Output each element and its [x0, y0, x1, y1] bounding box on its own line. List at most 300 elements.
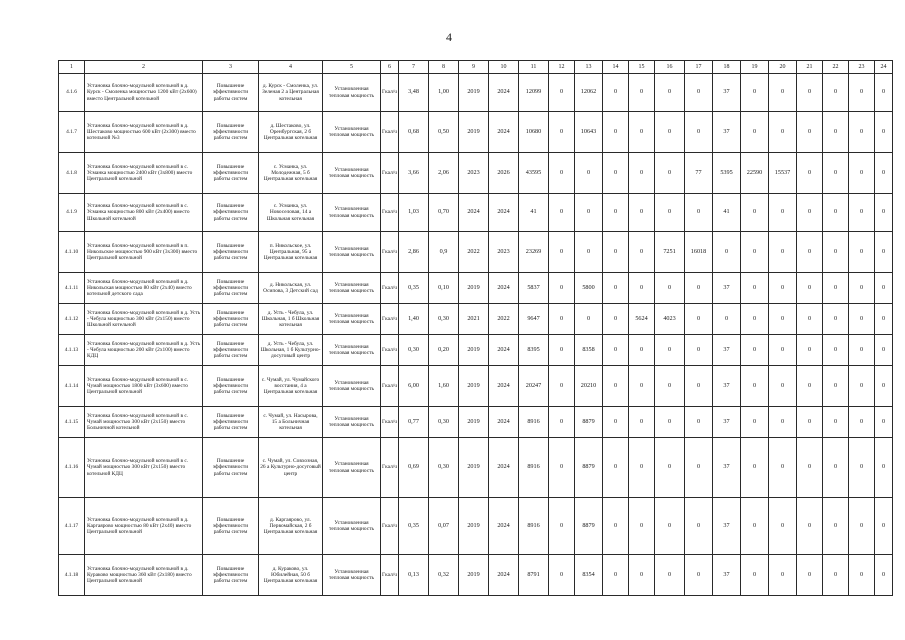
value-col-24: 0: [875, 273, 893, 304]
measure-purpose: Повышение эффективности работы систем: [203, 304, 259, 335]
value-col-8: 0,30: [429, 407, 459, 438]
unit: Гкал/ч: [381, 273, 399, 304]
value-col-24: 0: [875, 438, 893, 498]
object-location: д. Курск - Смоленка, ул. Зеленая 2 а Центральная котельная: [259, 74, 323, 112]
value-col-7: 3,48: [399, 74, 429, 112]
parameter-name: Установленная тепловая мощность: [323, 153, 381, 194]
measure-purpose: Повышение эффективности работы систем: [203, 438, 259, 498]
value-col-16: 4023: [655, 304, 685, 335]
value-col-17: 0: [685, 366, 713, 407]
value-col-20: 0: [769, 407, 797, 438]
column-header: 16: [655, 61, 685, 74]
value-col-24: 0: [875, 194, 893, 232]
column-header: 9: [459, 61, 489, 74]
value-col-15: 0: [629, 232, 655, 273]
row-number: 4.1.9: [59, 194, 85, 232]
measure-description: Установка блочно-модульной котельной в с. Чумай мощностью 300 кВт (2х150) вместо котельной КДЦ: [85, 438, 203, 498]
value-col-22: 0: [823, 153, 849, 194]
table-row: [59, 366, 893, 407]
value-col-9: 2019: [459, 335, 489, 366]
measure-description: Установка блочно-модульной котельной в с. Усманка мощностью 2400 кВт (3х800) вместо Центральной котельной: [85, 153, 203, 194]
value-col-11: 5837: [519, 273, 549, 304]
measure-description: Установка блочно-модульной котельной в д. Никольская мощностью 80 кВт (2х40) вместо котельной детского сада: [85, 273, 203, 304]
value-col-21: 0: [797, 153, 823, 194]
measure-purpose: Повышение эффективности работы систем: [203, 407, 259, 438]
column-header: 1: [59, 61, 85, 74]
value-col-23: 0: [849, 112, 875, 153]
value-col-23: 0: [849, 304, 875, 335]
object-location: с. Чумай, ул. Чумайского восстания, 4 а Центральная котельная: [259, 366, 323, 407]
value-col-9: 2019: [459, 74, 489, 112]
value-col-10: 2026: [489, 153, 519, 194]
object-location: д. Усть - Чебула, ул. Школьная, 1 б Культурно-досуговый центр: [259, 335, 323, 366]
row-number: 4.1.13: [59, 335, 85, 366]
value-col-18: 37: [713, 112, 741, 153]
value-col-8: 0,10: [429, 273, 459, 304]
value-col-17: 0: [685, 335, 713, 366]
value-col-14: 0: [603, 232, 629, 273]
value-col-21: 0: [797, 498, 823, 555]
table-row: [59, 112, 893, 153]
column-header: 22: [823, 61, 849, 74]
value-col-7: 0,77: [399, 407, 429, 438]
parameter-name: Установленная тепловая мощность: [323, 407, 381, 438]
measure-purpose: Повышение эффективности работы систем: [203, 112, 259, 153]
measure-purpose: Повышение эффективности работы систем: [203, 153, 259, 194]
value-col-21: 0: [797, 366, 823, 407]
value-col-20: 0: [769, 74, 797, 112]
value-col-17: 0: [685, 498, 713, 555]
value-col-9: 2021: [459, 304, 489, 335]
parameter-name: Установленная тепловая мощность: [323, 366, 381, 407]
value-col-18: 5395: [713, 153, 741, 194]
value-col-14: 0: [603, 335, 629, 366]
value-col-9: 2019: [459, 407, 489, 438]
value-col-13: 0: [575, 194, 603, 232]
value-col-9: 2022: [459, 232, 489, 273]
value-col-20: 0: [769, 555, 797, 596]
parameter-name: Установленная тепловая мощность: [323, 438, 381, 498]
value-col-12: 0: [549, 407, 575, 438]
value-col-15: 0: [629, 153, 655, 194]
value-col-16: 0: [655, 555, 685, 596]
value-col-10: 2023: [489, 232, 519, 273]
row-number: 4.1.15: [59, 407, 85, 438]
object-location: с. Чумай, ул. Насырова, 15 а Больничная котельная: [259, 407, 323, 438]
column-header: 20: [769, 61, 797, 74]
value-col-22: 0: [823, 555, 849, 596]
value-col-19: 22590: [741, 153, 769, 194]
unit: Гкал/ч: [381, 304, 399, 335]
value-col-9: 2024: [459, 194, 489, 232]
value-col-22: 0: [823, 407, 849, 438]
value-col-16: 7251: [655, 232, 685, 273]
table-row: [59, 194, 893, 232]
value-col-24: 0: [875, 304, 893, 335]
unit: Гкал/ч: [381, 153, 399, 194]
value-col-7: 2,86: [399, 232, 429, 273]
value-col-11: 8916: [519, 407, 549, 438]
value-col-11: 8395: [519, 335, 549, 366]
value-col-13: 0: [575, 304, 603, 335]
value-col-12: 0: [549, 555, 575, 596]
value-col-16: 0: [655, 366, 685, 407]
value-col-16: 0: [655, 335, 685, 366]
value-col-8: 0,50: [429, 112, 459, 153]
parameter-name: Установленная тепловая мощность: [323, 232, 381, 273]
value-col-23: 0: [849, 273, 875, 304]
value-col-10: 2024: [489, 74, 519, 112]
column-header: 23: [849, 61, 875, 74]
column-header: 3: [203, 61, 259, 74]
table-row: [59, 438, 893, 498]
value-col-8: 0,30: [429, 438, 459, 498]
value-col-18: 37: [713, 555, 741, 596]
value-col-8: 0,20: [429, 335, 459, 366]
value-col-20: 0: [769, 498, 797, 555]
table-row: [59, 153, 893, 194]
table-row: [59, 498, 893, 555]
parameter-name: Установленная тепловая мощность: [323, 74, 381, 112]
measure-description: Установка блочно-модульной котельной в д. Усть - Чебула мощностью 200 кВт (2х100) вместо КДЦ: [85, 335, 203, 366]
value-col-12: 0: [549, 194, 575, 232]
page-number: 4: [446, 30, 452, 44]
value-col-18: 37: [713, 438, 741, 498]
value-col-18: 37: [713, 366, 741, 407]
value-col-24: 0: [875, 232, 893, 273]
value-col-11: 23269: [519, 232, 549, 273]
value-col-13: 8358: [575, 335, 603, 366]
value-col-12: 0: [549, 74, 575, 112]
column-header: 10: [489, 61, 519, 74]
row-number: 4.1.8: [59, 153, 85, 194]
value-col-23: 0: [849, 232, 875, 273]
value-col-9: 2023: [459, 153, 489, 194]
value-col-22: 0: [823, 438, 849, 498]
value-col-10: 2022: [489, 304, 519, 335]
parameter-name: Установленная тепловая мощность: [323, 555, 381, 596]
table-row: [59, 335, 893, 366]
value-col-10: 2024: [489, 438, 519, 498]
value-col-13: 0: [575, 153, 603, 194]
value-col-12: 0: [549, 232, 575, 273]
table-row: [59, 273, 893, 304]
value-col-19: 0: [741, 335, 769, 366]
value-col-17: 0: [685, 438, 713, 498]
value-col-10: 2024: [489, 273, 519, 304]
value-col-12: 0: [549, 438, 575, 498]
value-col-8: 0,30: [429, 304, 459, 335]
value-col-11: 12099: [519, 74, 549, 112]
measure-description: Установка блочно-модульной котельной в д. Кураково мощностью 360 кВт (2х180) вместо Центральной котельной: [85, 555, 203, 596]
value-col-13: 12062: [575, 74, 603, 112]
value-col-13: 8879: [575, 438, 603, 498]
value-col-21: 0: [797, 407, 823, 438]
value-col-13: 8879: [575, 407, 603, 438]
value-col-10: 2024: [489, 555, 519, 596]
value-col-24: 0: [875, 407, 893, 438]
value-col-13: 8354: [575, 555, 603, 596]
value-col-15: 0: [629, 112, 655, 153]
measure-description: Установка блочно-модульной котельной в д. Каргаярово мощностью 80 кВт (2х40) вместо Центральной котельной: [85, 498, 203, 555]
value-col-14: 0: [603, 498, 629, 555]
value-col-16: 0: [655, 273, 685, 304]
measure-purpose: Повышение эффективности работы систем: [203, 232, 259, 273]
unit: Гкал/ч: [381, 232, 399, 273]
column-header: 15: [629, 61, 655, 74]
value-col-9: 2019: [459, 555, 489, 596]
value-col-24: 0: [875, 153, 893, 194]
value-col-19: 0: [741, 407, 769, 438]
value-col-8: 0,9: [429, 232, 459, 273]
value-col-17: 0: [685, 273, 713, 304]
value-col-9: 2019: [459, 273, 489, 304]
value-col-21: 0: [797, 74, 823, 112]
parameter-name: Установленная тепловая мощность: [323, 498, 381, 555]
column-header: 18: [713, 61, 741, 74]
value-col-12: 0: [549, 366, 575, 407]
parameter-name: Установленная тепловая мощность: [323, 194, 381, 232]
value-col-14: 0: [603, 153, 629, 194]
value-col-19: 0: [741, 194, 769, 232]
object-location: д. Шестаково, ул. Оренбургская, 2 б Центральная котельная: [259, 112, 323, 153]
unit: Гкал/ч: [381, 407, 399, 438]
investment-program-table: [58, 60, 893, 596]
header-row: [59, 61, 893, 74]
object-location: п. Никольское, ул. Центральная, 95 а Центральная котельная: [259, 232, 323, 273]
value-col-17: 0: [685, 555, 713, 596]
value-col-10: 2024: [489, 366, 519, 407]
value-col-13: 10643: [575, 112, 603, 153]
column-header: 4: [259, 61, 323, 74]
unit: Гкал/ч: [381, 366, 399, 407]
value-col-11: 8916: [519, 498, 549, 555]
table-row: [59, 232, 893, 273]
measure-description: Установка блочно-модульной котельной в д. Усть - Чебула мощностью 300 кВт (2х150) вместо Школьной котельной: [85, 304, 203, 335]
value-col-7: 0,69: [399, 438, 429, 498]
unit: Гкал/ч: [381, 438, 399, 498]
value-col-22: 0: [823, 304, 849, 335]
measure-purpose: Повышение эффективности работы систем: [203, 273, 259, 304]
value-col-15: 0: [629, 194, 655, 232]
value-col-23: 0: [849, 194, 875, 232]
object-location: д. Каргаярово, ул. Первомайская, 2 б Центральная котельная: [259, 498, 323, 555]
column-header: 5: [323, 61, 381, 74]
value-col-23: 0: [849, 74, 875, 112]
value-col-11: 9647: [519, 304, 549, 335]
measure-description: Установка блочно-модульной котельной в с. Чумай мощностью 300 кВт (2х150) вместо Больничной котельной: [85, 407, 203, 438]
unit: Гкал/ч: [381, 555, 399, 596]
object-location: с. Чумай, ул. Совхозная, 26 а Культурно-досуговый центр: [259, 438, 323, 498]
value-col-7: 1,40: [399, 304, 429, 335]
value-col-19: 0: [741, 555, 769, 596]
value-col-8: 1,00: [429, 74, 459, 112]
value-col-16: 0: [655, 74, 685, 112]
value-col-20: 0: [769, 194, 797, 232]
column-header: 12: [549, 61, 575, 74]
value-col-22: 0: [823, 273, 849, 304]
measure-purpose: Повышение эффективности работы систем: [203, 194, 259, 232]
value-col-19: 0: [741, 304, 769, 335]
value-col-18: 37: [713, 74, 741, 112]
value-col-17: 77: [685, 153, 713, 194]
value-col-21: 0: [797, 112, 823, 153]
value-col-18: 41: [713, 194, 741, 232]
value-col-20: 0: [769, 304, 797, 335]
measure-description: Установка блочно-модульной котельной в п. Никольское мощностью 900 кВт (3х300) вместо Центральной котельной: [85, 232, 203, 273]
column-header: 7: [399, 61, 429, 74]
value-col-10: 2024: [489, 498, 519, 555]
table-row: [59, 555, 893, 596]
value-col-12: 0: [549, 153, 575, 194]
object-location: с. Усманка, ул. Молодежная, 5 б Центральная котельная: [259, 153, 323, 194]
table-row: [59, 74, 893, 112]
value-col-18: 37: [713, 407, 741, 438]
measure-purpose: Повышение эффективности работы систем: [203, 366, 259, 407]
value-col-12: 0: [549, 498, 575, 555]
value-col-19: 0: [741, 438, 769, 498]
value-col-12: 0: [549, 112, 575, 153]
value-col-23: 0: [849, 407, 875, 438]
value-col-24: 0: [875, 74, 893, 112]
value-col-23: 0: [849, 498, 875, 555]
value-col-16: 0: [655, 153, 685, 194]
column-header: 13: [575, 61, 603, 74]
value-col-20: 0: [769, 232, 797, 273]
value-col-9: 2019: [459, 112, 489, 153]
value-col-20: 0: [769, 335, 797, 366]
row-number: 4.1.10: [59, 232, 85, 273]
value-col-20: 0: [769, 366, 797, 407]
value-col-20: 0: [769, 273, 797, 304]
value-col-23: 0: [849, 335, 875, 366]
value-col-21: 0: [797, 335, 823, 366]
column-header: 17: [685, 61, 713, 74]
value-col-14: 0: [603, 438, 629, 498]
measure-description: Установка блочно-модульной котельной в с. Чумай мощностью 1800 кВт (3х600) вместо Центральной котельной: [85, 366, 203, 407]
column-header: 8: [429, 61, 459, 74]
value-col-7: 0,35: [399, 273, 429, 304]
value-col-22: 0: [823, 232, 849, 273]
value-col-15: 5624: [629, 304, 655, 335]
value-col-9: 2019: [459, 498, 489, 555]
value-col-15: 0: [629, 438, 655, 498]
object-location: с. Усманка, ул. Новоселовая, 14 а Школьная котельная: [259, 194, 323, 232]
value-col-23: 0: [849, 555, 875, 596]
column-header: 11: [519, 61, 549, 74]
value-col-14: 0: [603, 304, 629, 335]
value-col-15: 0: [629, 407, 655, 438]
value-col-9: 2019: [459, 438, 489, 498]
column-header: 19: [741, 61, 769, 74]
value-col-8: 0,32: [429, 555, 459, 596]
value-col-21: 0: [797, 304, 823, 335]
value-col-22: 0: [823, 498, 849, 555]
value-col-15: 0: [629, 555, 655, 596]
column-header: 21: [797, 61, 823, 74]
value-col-24: 0: [875, 555, 893, 596]
value-col-20: 15537: [769, 153, 797, 194]
value-col-21: 0: [797, 273, 823, 304]
value-col-23: 0: [849, 153, 875, 194]
value-col-12: 0: [549, 273, 575, 304]
parameter-name: Установленная тепловая мощность: [323, 304, 381, 335]
value-col-7: 1,03: [399, 194, 429, 232]
value-col-8: 2,06: [429, 153, 459, 194]
value-col-24: 0: [875, 112, 893, 153]
unit: Гкал/ч: [381, 498, 399, 555]
column-header: 24: [875, 61, 893, 74]
value-col-11: 8791: [519, 555, 549, 596]
value-col-10: 2024: [489, 335, 519, 366]
value-col-19: 0: [741, 232, 769, 273]
value-col-15: 0: [629, 366, 655, 407]
row-number: 4.1.7: [59, 112, 85, 153]
value-col-11: 43595: [519, 153, 549, 194]
value-col-14: 0: [603, 74, 629, 112]
value-col-17: 0: [685, 194, 713, 232]
value-col-17: 16018: [685, 232, 713, 273]
parameter-name: Установленная тепловая мощность: [323, 273, 381, 304]
row-number: 4.1.17: [59, 498, 85, 555]
value-col-16: 0: [655, 498, 685, 555]
column-header: 6: [381, 61, 399, 74]
measure-purpose: Повышение эффективности работы систем: [203, 498, 259, 555]
value-col-14: 0: [603, 555, 629, 596]
value-col-21: 0: [797, 194, 823, 232]
value-col-18: 0: [713, 232, 741, 273]
value-col-16: 0: [655, 407, 685, 438]
value-col-16: 0: [655, 438, 685, 498]
measure-description: Установка блочно-модульной котельной в д. Шестаково мощностью 600 кВт (2х300) вместо котельной №3: [85, 112, 203, 153]
value-col-8: 0,70: [429, 194, 459, 232]
value-col-24: 0: [875, 335, 893, 366]
value-col-9: 2019: [459, 366, 489, 407]
value-col-16: 0: [655, 194, 685, 232]
value-col-8: 1,60: [429, 366, 459, 407]
parameter-name: Установленная тепловая мощность: [323, 335, 381, 366]
value-col-19: 0: [741, 74, 769, 112]
value-col-20: 0: [769, 112, 797, 153]
value-col-14: 0: [603, 366, 629, 407]
row-number: 4.1.16: [59, 438, 85, 498]
value-col-7: 0,68: [399, 112, 429, 153]
value-col-7: 3,66: [399, 153, 429, 194]
value-col-19: 0: [741, 273, 769, 304]
value-col-7: 0,35: [399, 498, 429, 555]
value-col-22: 0: [823, 366, 849, 407]
table-row: [59, 304, 893, 335]
value-col-21: 0: [797, 438, 823, 498]
value-col-15: 0: [629, 273, 655, 304]
table-row: [59, 407, 893, 438]
value-col-7: 6,00: [399, 366, 429, 407]
value-col-21: 0: [797, 232, 823, 273]
object-location: д. Усть - Чебула, ул. Школьная, 1 б Школьная котельная: [259, 304, 323, 335]
row-number: 4.1.6: [59, 74, 85, 112]
object-location: д. Никольская, ул. Осипова, 3 Детский сад: [259, 273, 323, 304]
value-col-13: 0: [575, 232, 603, 273]
value-col-13: 8879: [575, 498, 603, 555]
object-location: д. Кураково, ул. Юбилейная, 50 б Центральная котельная: [259, 555, 323, 596]
value-col-11: 8916: [519, 438, 549, 498]
value-col-18: 0: [713, 304, 741, 335]
value-col-8: 0,07: [429, 498, 459, 555]
column-header: 14: [603, 61, 629, 74]
value-col-14: 0: [603, 194, 629, 232]
value-col-18: 37: [713, 273, 741, 304]
measure-description: Установка блочно-модульной котельной в д. Курск - Смоленка мощностью 1200 кВт (2х600) вместо Центральной котельной: [85, 74, 203, 112]
